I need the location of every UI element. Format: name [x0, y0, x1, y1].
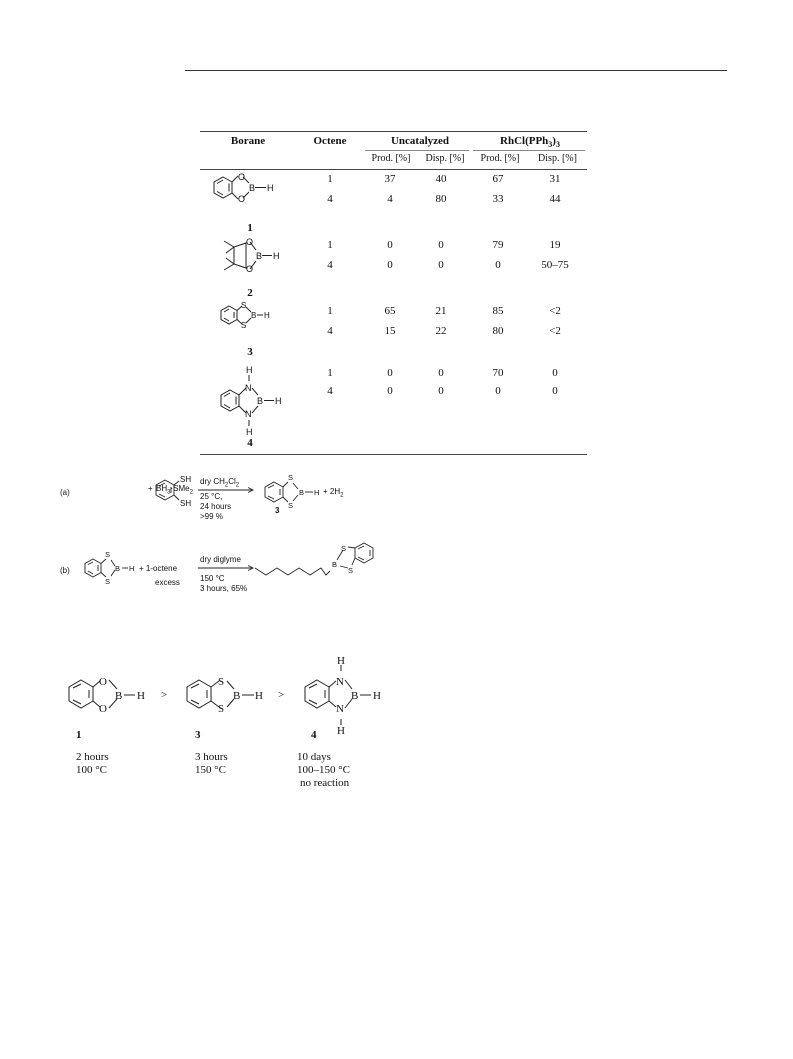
table-cell: 4 — [327, 259, 333, 271]
table-cell: 4 — [327, 325, 333, 337]
table-cell: 70 — [492, 367, 504, 379]
header-catalyzed: $RhCl(PPh_3)_3$ — [500, 135, 560, 150]
atom-label: O — [246, 237, 254, 247]
page-top-rule — [185, 70, 727, 71]
greater-than-sign: > — [278, 689, 285, 701]
header-uncatalyzed: Uncatalyzed — [390, 135, 450, 147]
atom-label: S — [218, 703, 225, 715]
atom-label: H — [264, 311, 270, 320]
atom-label: S — [218, 676, 225, 688]
atom-label: S — [241, 301, 247, 310]
table-cell: 1 — [327, 173, 333, 185]
scheme-a-thiol-top: SH — [180, 475, 192, 484]
scheme-a-tag: (a) — [60, 488, 70, 497]
atom-label: S — [348, 566, 354, 575]
table-cell: 44 — [549, 193, 561, 205]
conditions-line: 10 days — [297, 751, 331, 763]
table-cell: 37 — [384, 173, 396, 185]
atom-label: O — [99, 703, 107, 715]
atom-label: B — [256, 251, 263, 261]
table-cell: 85 — [492, 305, 504, 317]
atom-label: H — [373, 690, 381, 702]
table-cell: 0 — [438, 367, 444, 379]
atom-label: S — [241, 321, 247, 330]
atom-label: S — [341, 544, 347, 553]
greater-than-sign: > — [161, 689, 168, 701]
atom-label: B — [249, 183, 256, 193]
uncatalyzed-underline — [365, 150, 469, 151]
conditions-line: 100–150 °C — [297, 764, 350, 776]
table-cell: 0 — [438, 385, 444, 397]
atom-label: H — [246, 365, 253, 375]
comparison-label-3: 3 — [195, 729, 201, 741]
atom-label: O — [238, 194, 246, 204]
scheme-a-reagent: $BH_3\cdot SMe_2$ — [156, 484, 193, 496]
scheme-b-temp: 150 °C — [200, 574, 225, 583]
scheme-a-plus: + — [148, 484, 153, 493]
scheme-b-excess: excess — [155, 578, 180, 587]
header-borane: Borane — [230, 135, 266, 147]
atom-label: N — [336, 676, 344, 688]
header-u-disp: Disp. [%] — [425, 153, 465, 164]
atom-label: B — [115, 564, 121, 573]
scheme-a-solvent: dry $CH_2Cl_2$ — [200, 477, 240, 489]
conditions-line: 100 °C — [76, 764, 107, 776]
scheme-a-time: 24 hours — [200, 502, 232, 511]
table-cell: 4 — [327, 193, 333, 205]
atom-label: N — [245, 383, 252, 393]
comparison-label-4: 4 — [311, 729, 317, 741]
table-cell: 0 — [552, 385, 558, 397]
table-cell: 80 — [435, 193, 447, 205]
atom-label: H — [129, 564, 135, 573]
table-cell: 0 — [438, 239, 444, 251]
table-cell: 15 — [384, 325, 396, 337]
atom-label: S — [288, 501, 294, 510]
scheme-a-product-label: 3 — [275, 506, 280, 515]
table-cell: 22 — [435, 325, 447, 337]
conditions-line: 2 hours — [76, 751, 109, 763]
atom-label: H — [275, 396, 282, 406]
atom-label: B — [115, 690, 123, 702]
table-cell: 1 — [327, 305, 333, 317]
table-cell: 0 — [387, 239, 393, 251]
atom-label: B — [251, 311, 257, 320]
comparison-conditions-4 — [297, 751, 350, 790]
table-cell: <2 — [549, 305, 561, 317]
atom-label: S — [105, 550, 111, 559]
table-cell: 0 — [552, 367, 558, 379]
reactivity-comparison — [55, 655, 395, 740]
table-cell: 80 — [492, 325, 504, 337]
table-cell: 65 — [384, 305, 396, 317]
catalyzed-underline — [473, 150, 585, 151]
conditions-line: 150 °C — [195, 764, 226, 776]
table-cell: 1 — [327, 367, 333, 379]
compound-label-3: 3 — [247, 346, 253, 358]
table-cell: 0 — [387, 259, 393, 271]
table-cell: 19 — [549, 239, 561, 251]
scheme-a-thiol-bottom: SH — [180, 499, 192, 508]
table-top-rule — [200, 131, 587, 132]
atom-label: B — [257, 396, 264, 406]
scheme-b-tag: (b) — [60, 566, 70, 575]
conditions-line: 3 hours — [195, 751, 228, 763]
table-structures — [200, 169, 310, 454]
table-cell: 4 — [387, 193, 393, 205]
table-cell: 4 — [327, 385, 333, 397]
compound-label-4: 4 — [247, 437, 253, 449]
header-c-disp: Disp. [%] — [538, 153, 577, 164]
scheme-b-time-yield: 3 hours, 65% — [200, 584, 248, 593]
scheme-a-yield: >99 % — [200, 512, 223, 521]
atom-label: S — [105, 577, 111, 586]
table-cell: 0 — [438, 259, 444, 271]
compound-label-1: 1 — [247, 222, 253, 234]
hydroboration-table — [200, 131, 587, 456]
atom-label: H — [314, 488, 320, 497]
atom-label: B — [299, 488, 305, 497]
scheme-a-temp: 25 °C, — [200, 492, 223, 501]
atom-label: N — [336, 703, 344, 715]
atom-label: H — [337, 655, 345, 667]
atom-label: H — [246, 427, 253, 437]
conditions-line: no reaction — [300, 777, 350, 789]
table-cell: 33 — [492, 193, 504, 205]
scheme-a-byproduct: + $2H_2$ — [323, 487, 344, 499]
table-cell: 21 — [435, 305, 447, 317]
table-cell: <2 — [549, 325, 561, 337]
comparison-label-1: 1 — [76, 729, 82, 741]
atom-label: B — [351, 690, 359, 702]
table-cell: 1 — [327, 239, 333, 251]
atom-label: O — [99, 676, 107, 688]
atom-label: O — [238, 172, 246, 182]
table-cell: 0 — [495, 259, 501, 271]
table-cell: 67 — [492, 173, 504, 185]
table-cell: 0 — [387, 385, 393, 397]
atom-label: H — [137, 690, 145, 702]
scheme-b-reagent: + 1-octene — [139, 564, 178, 573]
atom-label: N — [245, 409, 252, 419]
table-cell: 50–75 — [541, 259, 569, 271]
atom-label: S — [288, 473, 294, 482]
compound-label-2: 2 — [247, 287, 253, 299]
table-cell: 40 — [435, 173, 447, 185]
table-bottom-rule — [200, 454, 587, 455]
atom-label: H — [273, 251, 280, 261]
table-cell: 0 — [495, 385, 501, 397]
atom-label: H — [337, 725, 345, 737]
comparison-conditions-1 — [76, 751, 109, 777]
comparison-conditions-3 — [195, 751, 228, 777]
atom-label: O — [246, 264, 254, 274]
header-c-prod: Prod. [%] — [480, 153, 520, 164]
header-u-prod: Prod. [%] — [371, 153, 411, 164]
atom-label: B — [332, 560, 338, 569]
atom-label: H — [267, 183, 274, 193]
atom-label: B — [233, 690, 241, 702]
table-cell: 0 — [387, 367, 393, 379]
table-cell: 31 — [549, 173, 561, 185]
scheme-b-solvent: dry diglyme — [200, 555, 241, 564]
header-octene: Octene — [313, 135, 347, 147]
table-cell: 79 — [492, 239, 504, 251]
atom-label: H — [255, 690, 263, 702]
